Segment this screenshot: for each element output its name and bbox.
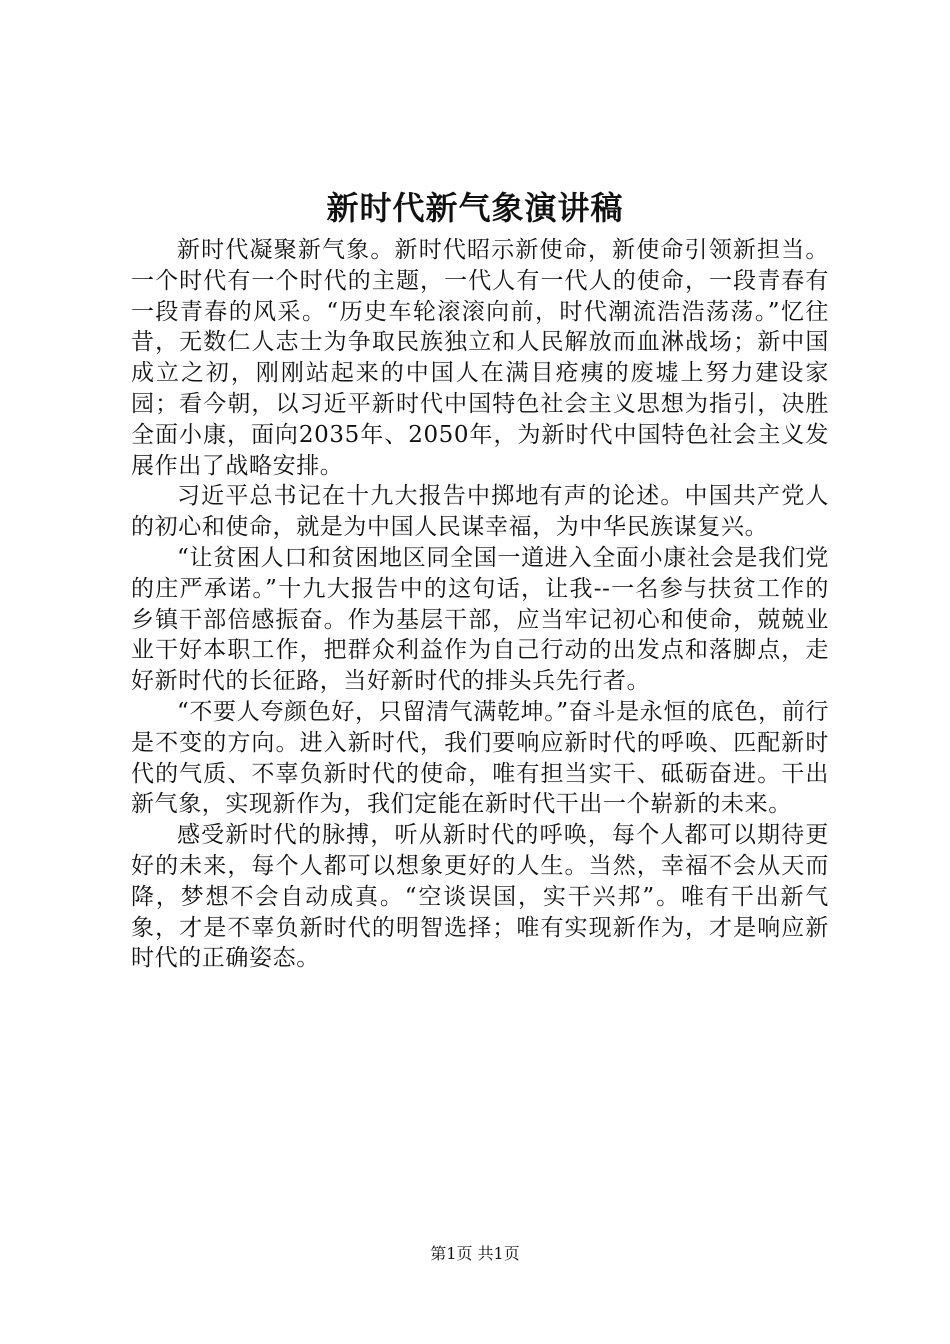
paragraph-4: “不要人夸颜色好，只留清气满乾坤。”奋斗是永恒的底色，前行是不变的方向。进入新时代，我们要响应新时代的呼唤、匹配新时代的气质、不辜负新时代的使命，唯有担当实干、砥砺奋进。干出新气象，实现新作为，我们定能在新时代干出一个崭新的未来。	[131, 698, 829, 818]
document-title: 新时代新气象演讲稿	[326, 189, 624, 227]
document-body	[131, 235, 829, 974]
paragraph-1: 新时代凝聚新气象。新时代昭示新使命，新使命引领新担当。一个时代有一个时代的主题，一代人有一代人的使命，一段青春有一段青春的风采。“历史车轮滚滚向前，时代潮流浩浩荡荡。”忆往昔，无数仁人志士为争取民族独立和人民解放而血淋战场；新中国成立之初，刚刚站起来的中国人在满目疮痍的废墟上努力建设家园；看今朝，以习近平新时代中国特色社会主义思想为指引，决胜全面小康，面向2035年、2050年，为新时代中国特色社会主义发展作出了战略安排。	[131, 237, 829, 479]
paragraph-3: “让贫困人口和贫困地区同全国一道进入全面小康社会是我们党的庄严承诺。”十九大报告中的这句话，让我--一名参与扶贫工作的乡镇干部倍感振奋。作为基层干部，应当牢记初心和使命，兢兢业业干好本职工作，把群众利益作为自己行动的出发点和落脚点，走好新时代的长征路，当好新时代的排头兵先行者。	[131, 544, 829, 695]
page-number-footer: 第1页 共1页	[430, 1244, 520, 1263]
paragraph-5: 感受新时代的脉搏，听从新时代的呼唤，每个人都可以期待更好的未来，每个人都可以想象更好的人生。当然，幸福不会从天而降，梦想不会自动成真。“空谈误国，实干兴邦”。唯有干出新气象，才是不辜负新时代的明智选择；唯有实现新作为，才是响应新时代的正确姿态。	[131, 822, 829, 972]
paragraph-2: 习近平总书记在十九大报告中掷地有声的论述。中国共产党人的初心和使命，就是为中国人民谋幸福，为中华民族谋复兴。	[131, 483, 829, 541]
